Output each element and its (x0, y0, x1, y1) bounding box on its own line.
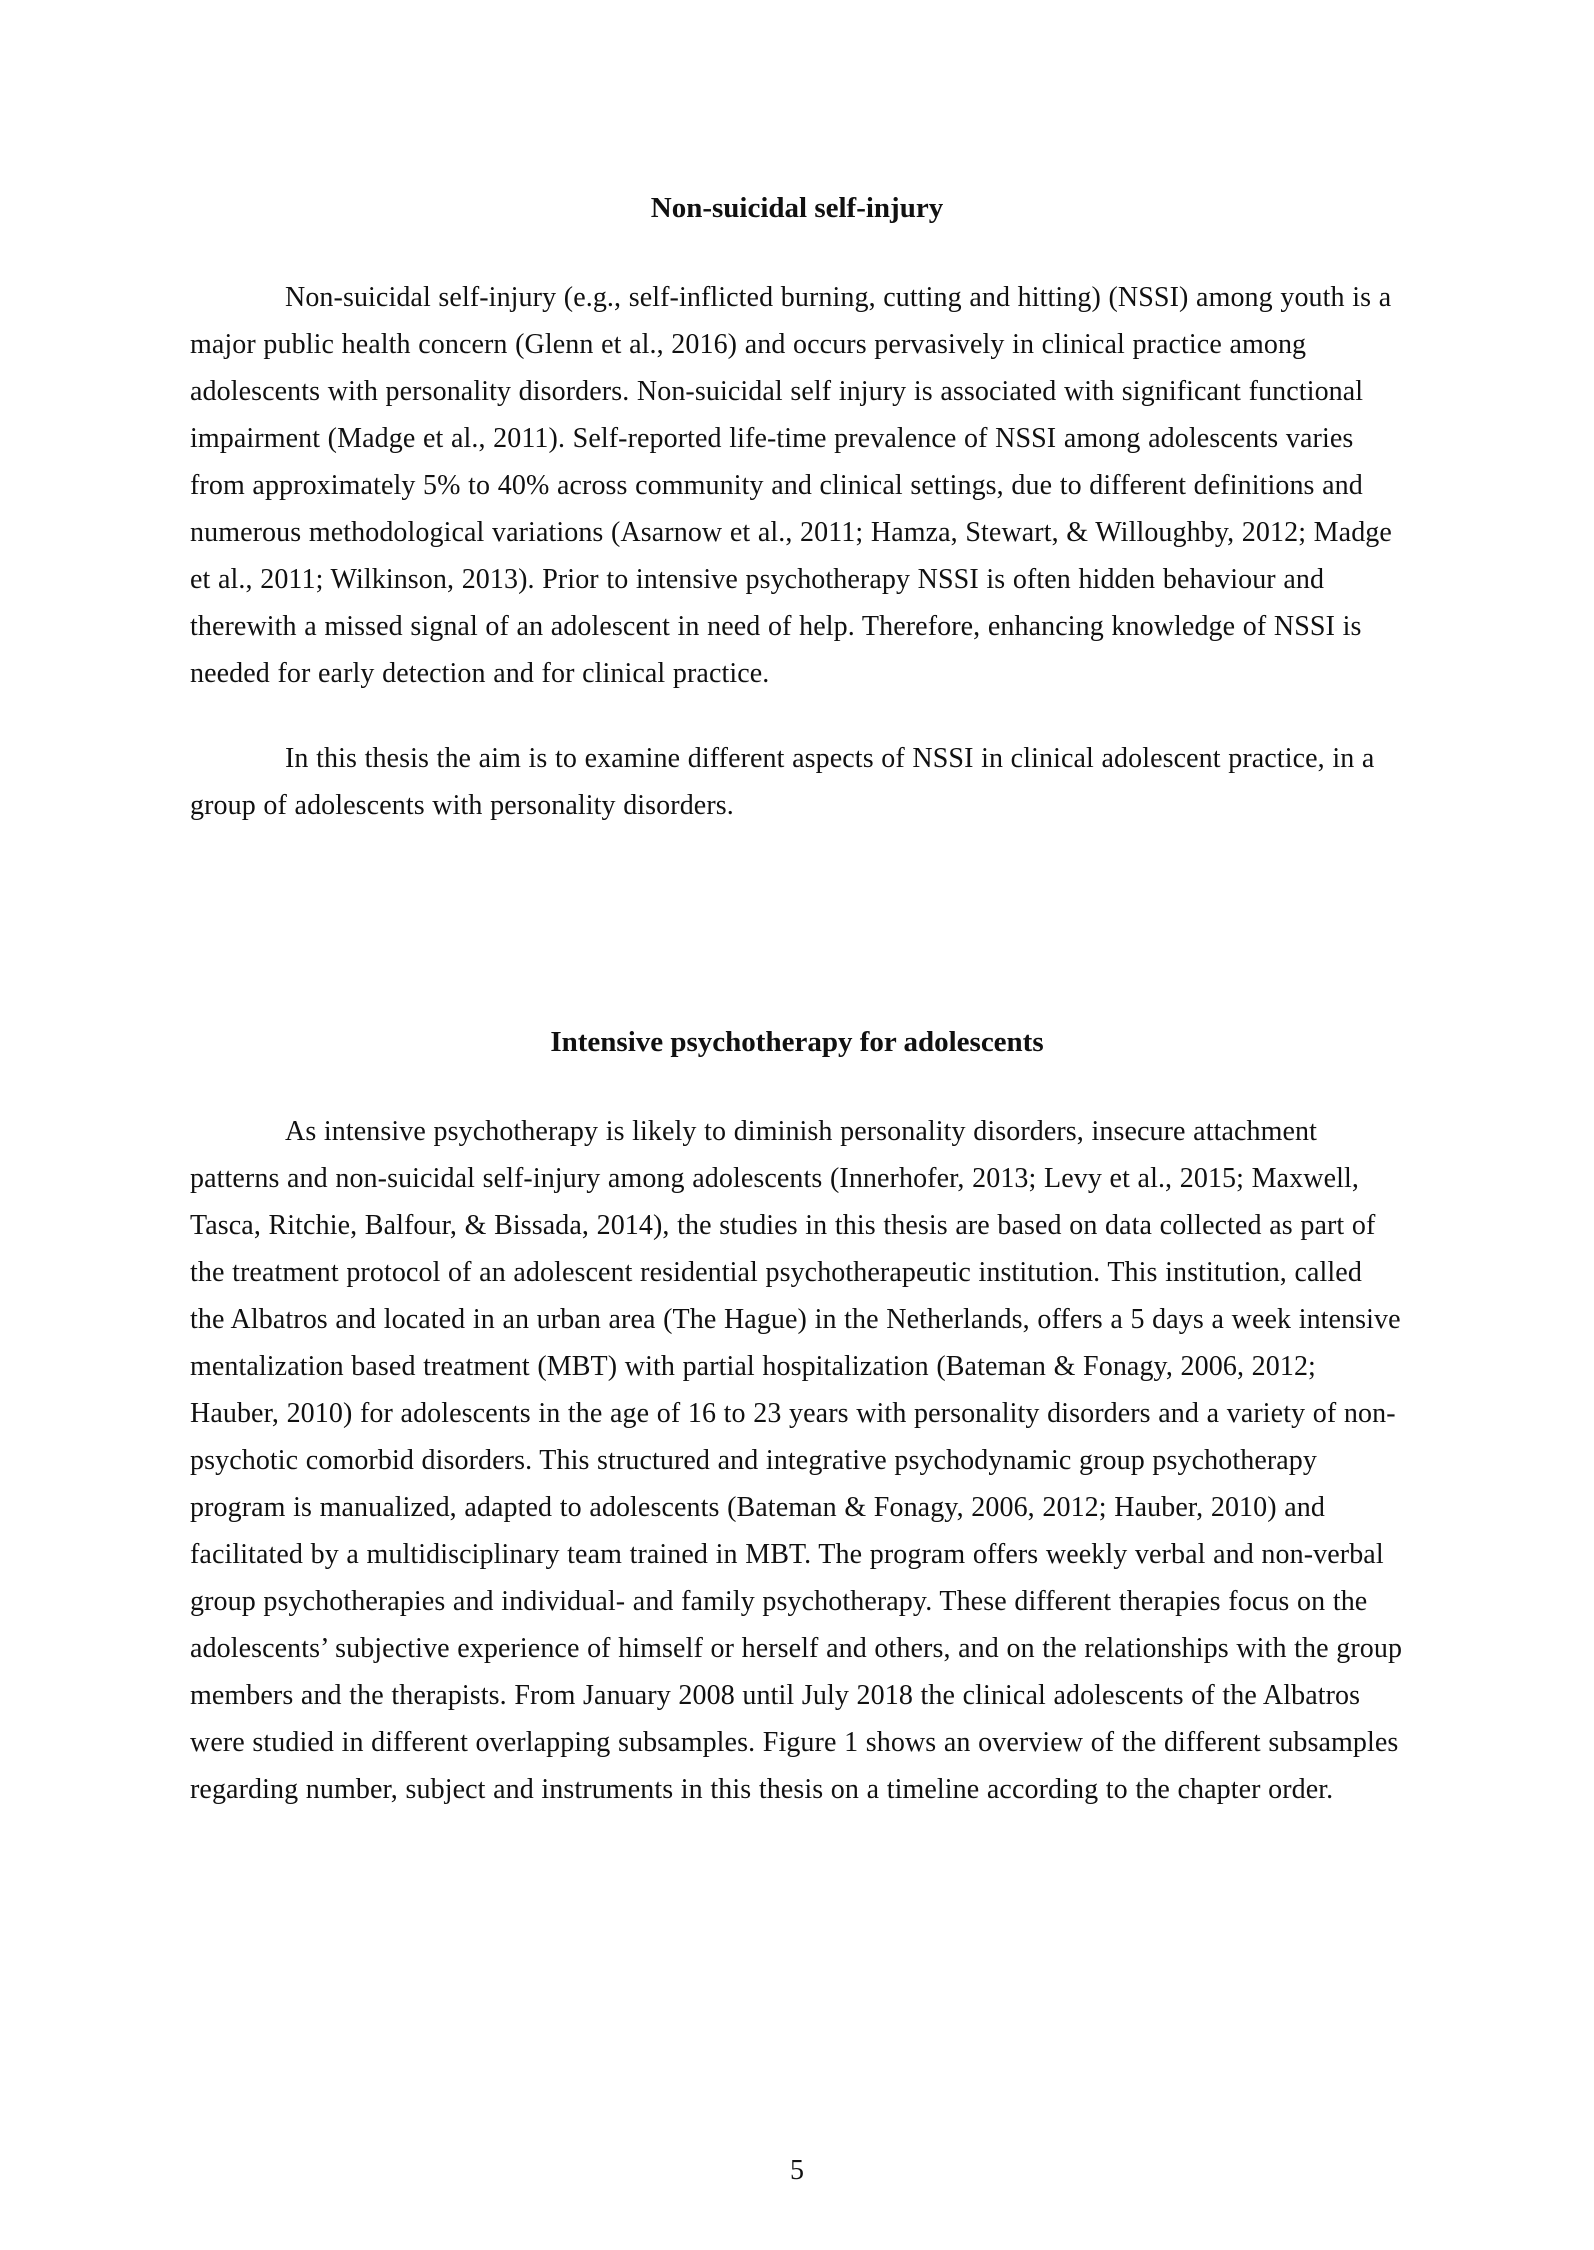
paragraph-nssi-2: In this thesis the aim is to examine different aspects of NSSI in clinical adolescent practice, in a group of adolescents with personality disorders. (190, 743, 1375, 821)
section-heading-psychotherapy: Intensive psychotherapy for adolescents (550, 1026, 1044, 1058)
paragraph-psychotherapy-1: As intensive psychotherapy is likely to diminish personality disorders, insecure attachment patterns and non-suicidal self-injury among adolescents (Innerhofer, 2013; Levy et al., 2015; Maxwell, Tasca, Ritchie, Balfour, & Bissada, 2014), the studies in this thesis are based on data collected as part of the treatment protocol of an adolescent residential psychotherapeutic institution. This institution, called the Albatros and located in an urban area (The Hague) in the Netherlands, offers a 5 days a week intensive mentalization based treatment (MBT) with partial hospitalization (Bateman & Fonagy, 2006, 2012; Hauber, 2010) for adolescents in the age of 16 to 23 years with personality disorders and a variety of non-psychotic comorbid disorders. This structured and integrative psychodynamic group psychotherapy program is manualized, adapted to adolescents (Bateman & Fonagy, 2006, 2012; Hauber, 2010) and facilitated by a multidisciplinary team trained in MBT. The program offers weekly verbal and non-verbal group psychotherapies and individual- and family psychotherapy. These different therapies focus on the adolescents’ subjective experience of himself or herself and others, and on the relationships with the group members and the therapists. From January 2008 until July 2018 the clinical adolescents of the Albatros were studied in different overlapping subsamples. Figure 1 shows an overview of the different subsamples regarding number, subject and instruments in this thesis on a timeline according to the chapter order. (190, 1116, 1403, 1805)
paragraph-nssi-1: Non-suicidal self-injury (e.g., self-inflicted burning, cutting and hitting) (NSSI) among youth is a major public health concern (Glenn et al., 2016) and occurs pervasively in clinical practice among adolescents with personality disorders. Non-suicidal self injury is associated with significant functional impairment (Madge et al., 2011). Self-reported life-time prevalence of NSSI among adolescents varies from approximately 5% to 40% across community and clinical settings, due to different definitions and numerous methodological variations (Asarnow et al., 2011; Hamza, Stewart, & Willoughby, 2012; Madge et al., 2011; Wilkinson, 2013). Prior to intensive psychotherapy NSSI is often hidden behaviour and therewith a missed signal of an adolescent in need of help. Therefore, enhancing knowledge of NSSI is needed for early detection and for clinical practice. (190, 282, 1392, 689)
page-number: 5 (790, 2155, 804, 2186)
section-heading-nssi: Non-suicidal self-injury (650, 192, 944, 224)
